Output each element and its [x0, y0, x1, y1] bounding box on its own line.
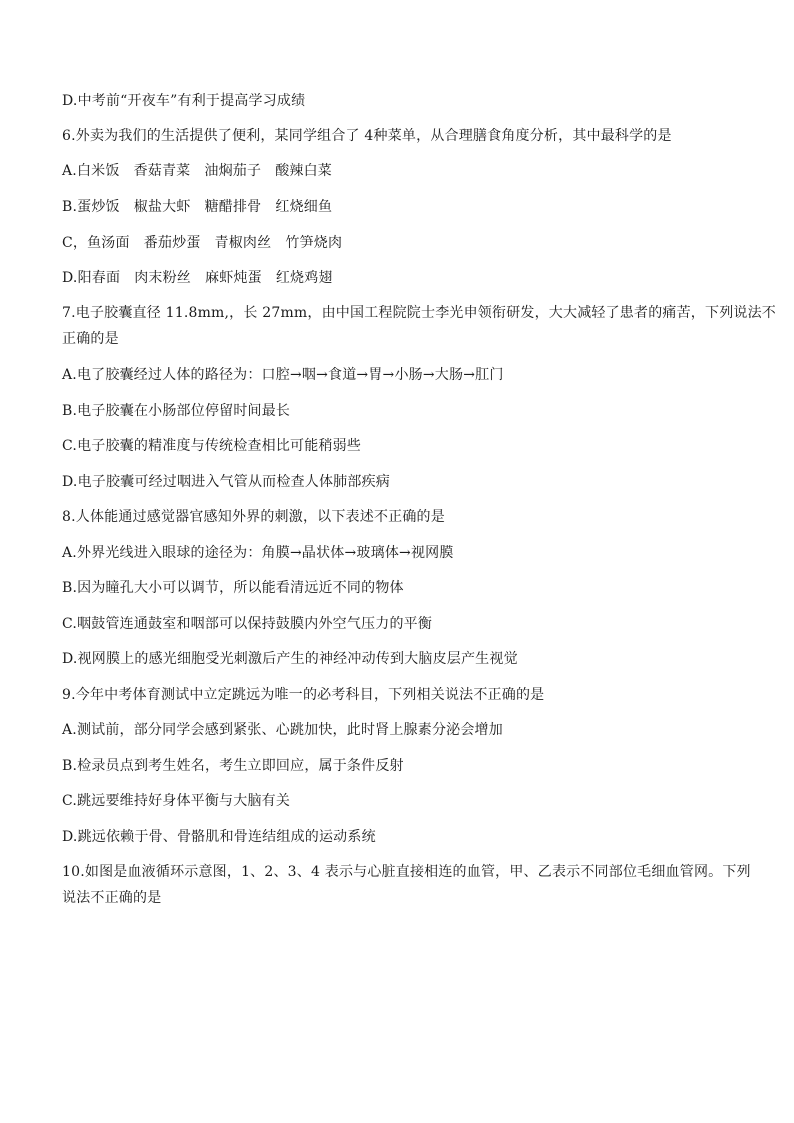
q6-option-c-part: 竹笋烧肉 — [285, 235, 343, 251]
q8-option-a: A.外界光线进入眼球的途径为：角膜→晶状体→玻璃体→视网膜 — [62, 545, 454, 561]
q6-option-d-part: 红烧鸡翅 — [275, 270, 333, 286]
q9-stem: 9.今年中考体育测试中立定跳远为唯一的必考科目，下列相关说法不正确的是 — [62, 687, 545, 703]
q6-option-b-part: 糖醋排骨 — [204, 199, 262, 215]
q7-option-a: A.电了胶囊经过人体的路径为：口腔→咽→食道→胃→小肠→大肠→肛门 — [62, 367, 504, 383]
q9-option-b: B.检录员点到考生姓名，考生立即回应，属于条件反射 — [62, 758, 404, 774]
q9-option-a: A.测试前，部分同学会感到紧张、心跳加快，此时肾上腺素分泌会增加 — [62, 722, 503, 738]
q6-stem: 6.外卖为我们的生活提供了便利，某同学组合了 4种菜单，从合理膳食角度分析，其中最科学的是 — [62, 128, 672, 144]
q6-option-d-part: 肉末粉丝 — [134, 270, 191, 286]
q6-option-a-part: 油焖茄子 — [204, 163, 262, 179]
q8-option-b: B.因为瞳孔大小可以调节，所以能看清远近不同的物体 — [62, 580, 404, 596]
q10-stem-line2: 说法不正确的是 — [62, 890, 162, 906]
q6-option-b — [62, 198, 742, 216]
q8-option-d: D.视网膜上的感光细胞受光刺激后产生的神经冲动传到大脑皮层产生视觉 — [62, 651, 518, 667]
q6-option-d-part: 麻虾炖蛋 — [205, 270, 262, 286]
q5-option-d: D.中考前“开夜车”有利于提高学习成绩 — [62, 93, 306, 109]
q7-option-d: D.电子胶囊可经过咽进入气管从而检查人体肺部疾病 — [62, 474, 390, 490]
q6-option-c — [62, 234, 742, 252]
q9-option-c: C.跳远要维持好身体平衡与大脑有关 — [62, 793, 291, 809]
q6-option-a-part: 酸辣白菜 — [275, 163, 332, 179]
q6-option-c-part: 番茄炒蛋 — [143, 235, 201, 251]
q8-stem: 8.人体能通过感觉器官感知外界的刺激，以下表述不正确的是 — [62, 509, 445, 525]
q7-stem-line1: 7.电子胶囊直径 11.8mm,，长 27mm，由中国工程院院士李光申领衔研发，大大减轻了患者的痛苦，下列说法不 — [62, 305, 776, 321]
q10-stem-line1: 10.如图是血液循环示意图，1、2、3、4 表示与心脏直接相连的血管，甲、乙表示不同部位毛细血管网。下列 — [62, 864, 751, 880]
q6-option-a-part: 香菇青菜 — [133, 163, 191, 179]
q6-option-c-part: 青椒肉丝 — [214, 235, 272, 251]
q7-option-b: B.电子胶囊在小肠部位停留时间最长 — [62, 403, 291, 419]
q6-option-b-part: B.蛋炒饭 — [62, 199, 120, 215]
q6-option-c-part: C，鱼汤面 — [62, 235, 130, 251]
q6-option-d — [62, 269, 742, 287]
q9-option-d: D.跳远依赖于骨、骨骼肌和骨连结组成的运动系统 — [62, 829, 376, 845]
q6-option-d-part: D.阳春面 — [62, 270, 121, 286]
q6-option-a — [62, 162, 742, 180]
q7-stem-line2: 正确的是 — [62, 331, 119, 347]
q7-option-c: C.电子胶囊的精准度与传统检查相比可能稍弱些 — [62, 438, 362, 454]
q6-option-b-part: 红烧细鱼 — [275, 199, 333, 215]
q6-option-b-part: 椒盐大虾 — [133, 199, 191, 215]
q8-option-c: C.咽鼓管连通鼓室和咽部可以保持鼓膜内外空气压力的平衡 — [62, 616, 433, 632]
q6-option-a-part: A.白米饭 — [62, 163, 120, 179]
